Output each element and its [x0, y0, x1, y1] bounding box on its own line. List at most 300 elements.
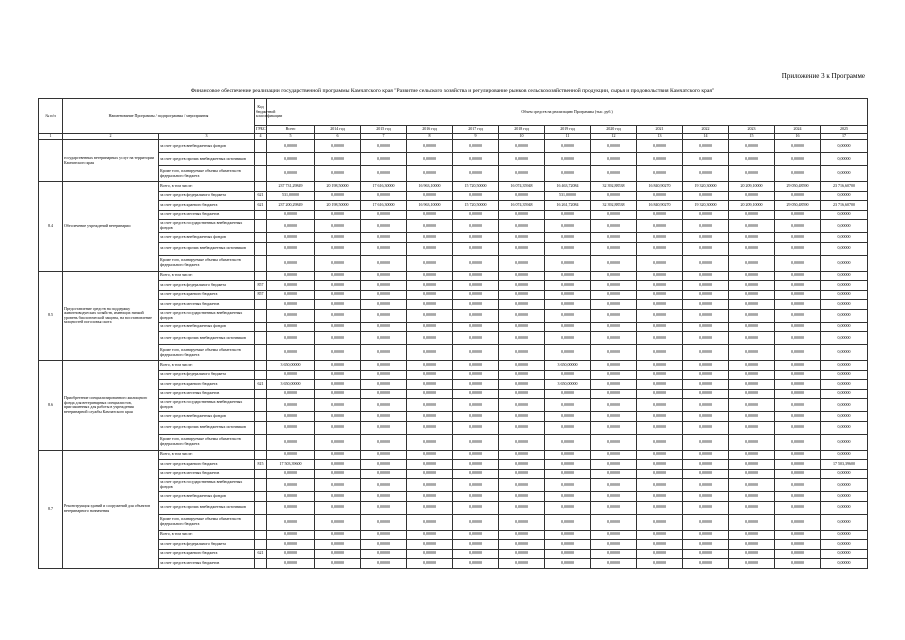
amount-cell: 0,00000 [361, 540, 407, 550]
amount-cell: 0,00000 [821, 412, 868, 422]
header-col-number: 6 [315, 134, 361, 140]
amount-cell: 0,00000 [499, 389, 545, 399]
amount-cell: 0,00000 [683, 361, 729, 371]
amount-cell: 0,00000 [591, 242, 637, 255]
amount-cell: 0,00000 [775, 233, 821, 243]
amount-cell: 0,00000 [545, 220, 591, 233]
header-col-number: 17 [821, 134, 868, 140]
amount-cell: 0,00000 [637, 469, 683, 479]
amount-cell: 0,00000 [683, 479, 729, 492]
header-year: Всего [267, 126, 315, 134]
amount-cell: 0,00000 [407, 389, 453, 399]
amount-cell: 0,00000 [453, 166, 499, 182]
table-row [39, 514, 868, 530]
table-row [39, 290, 868, 300]
amount-cell: 0,00000 [775, 322, 821, 332]
table-row [39, 370, 868, 380]
amount-cell: 0,00000 [821, 153, 868, 166]
amount-cell: 0,00000 [267, 501, 315, 514]
table-row [39, 191, 868, 201]
amount-cell: 0,00000 [591, 271, 637, 281]
amount-cell: 0,00000 [729, 434, 775, 450]
funding-source: Кроме того, планируемые объемы обязательств федерального бюджета [159, 345, 255, 361]
table-row [39, 450, 868, 460]
amount-cell: 0,00000 [267, 309, 315, 322]
grbs-code [255, 166, 267, 182]
amount-cell: 0,00000 [545, 271, 591, 281]
amount-cell: 0,00000 [499, 501, 545, 514]
funding-source: за счет средств местных бюджетов [159, 469, 255, 479]
amount-cell: 0,00000 [821, 399, 868, 412]
amount-cell: 0,00000 [453, 281, 499, 291]
amount-cell: 0,00000 [683, 233, 729, 243]
amount-cell: 0,00000 [545, 479, 591, 492]
amount-cell: 0,00000 [315, 549, 361, 559]
amount-cell: 0,00000 [775, 399, 821, 412]
amount-cell: 0,00000 [637, 450, 683, 460]
amount-cell: 0,00000 [267, 153, 315, 166]
grbs-code [255, 300, 267, 310]
amount-cell: 0,00000 [821, 540, 868, 550]
amount-cell: 0,00000 [407, 492, 453, 502]
amount-cell: 0,00000 [407, 434, 453, 450]
amount-cell: 0,00000 [775, 153, 821, 166]
amount-cell: 0,00000 [729, 530, 775, 540]
amount-cell: 0,00000 [315, 332, 361, 345]
amount-cell: 0,00000 [729, 210, 775, 220]
amount-cell: 0,00000 [361, 370, 407, 380]
funding-source: Всего, в том числе: [159, 530, 255, 540]
amount-cell: 20 209,10000 [729, 182, 775, 192]
header-col-number: 9 [453, 134, 499, 140]
amount-cell: 0,00000 [821, 242, 868, 255]
amount-cell: 0,00000 [315, 290, 361, 300]
amount-cell: 0,00000 [591, 191, 637, 201]
amount-cell: 0,00000 [499, 469, 545, 479]
amount-cell: 0,00000 [545, 322, 591, 332]
amount-cell: 0,00000 [315, 389, 361, 399]
amount-cell: 0,00000 [683, 220, 729, 233]
amount-cell: 0,00000 [821, 501, 868, 514]
amount-cell: 0,00000 [729, 140, 775, 153]
amount-cell: 0,00000 [775, 345, 821, 361]
amount-cell: 0,00000 [591, 233, 637, 243]
amount-cell: 0,00000 [729, 309, 775, 322]
amount-cell: 0,00000 [361, 559, 407, 569]
amount-cell: 0,00000 [821, 421, 868, 434]
amount-cell: 0,00000 [499, 300, 545, 310]
amount-cell: 0,00000 [407, 242, 453, 255]
amount-cell: 0,00000 [775, 166, 821, 182]
amount-cell: 0,00000 [361, 345, 407, 361]
amount-cell: 0,00000 [315, 380, 361, 390]
amount-cell: 0,00000 [267, 412, 315, 422]
amount-cell: 0,00000 [315, 540, 361, 550]
amount-cell: 0,00000 [361, 460, 407, 470]
amount-cell: 0,00000 [821, 290, 868, 300]
table-row [39, 380, 868, 390]
amount-cell: 0,00000 [591, 559, 637, 569]
funding-source: за счет средств прочих внебюджетных источников [159, 421, 255, 434]
amount-cell: 0,00000 [775, 434, 821, 450]
measure-name: Предоставление средств на поддержку животноводческих хозяйств, имеющих низкий уровень биологической защиты, на восстановление мощностей поголовья скота [63, 271, 159, 361]
amount-cell: 0,00000 [407, 271, 453, 281]
amount-cell: 0,00000 [453, 290, 499, 300]
amount-cell: 0,00000 [315, 434, 361, 450]
header-year: 2016 год [407, 126, 453, 134]
amount-cell: 20 209,10000 [729, 201, 775, 211]
amount-cell: 0,00000 [361, 479, 407, 492]
amount-cell: 0,00000 [545, 389, 591, 399]
amount-cell: 0,00000 [315, 153, 361, 166]
amount-cell: 0,00000 [315, 514, 361, 530]
amount-cell: 0,00000 [729, 492, 775, 502]
amount-cell: 0,00000 [821, 434, 868, 450]
amount-cell: 0,00000 [315, 450, 361, 460]
amount-cell: 0,00000 [545, 450, 591, 460]
header-col-number: 15 [729, 134, 775, 140]
amount-cell: 0,00000 [637, 530, 683, 540]
table-row [39, 479, 868, 492]
amount-cell: 0,00000 [683, 300, 729, 310]
amount-cell: 0,00000 [453, 140, 499, 153]
funding-source: за счет средств прочих внебюджетных источников [159, 242, 255, 255]
table-row [39, 361, 868, 371]
amount-cell: 32 392,88538 [591, 201, 637, 211]
table-row [39, 210, 868, 220]
amount-cell: 0,00000 [453, 460, 499, 470]
amount-cell: 0,00000 [361, 309, 407, 322]
grbs-code: 815 [255, 460, 267, 470]
amount-cell: 0,00000 [453, 514, 499, 530]
amount-cell: 0,00000 [499, 322, 545, 332]
amount-cell: 0,00000 [361, 501, 407, 514]
table-row [39, 201, 868, 211]
grbs-code [255, 233, 267, 243]
amount-cell: 0,00000 [683, 191, 729, 201]
measure-name: Реконструкция зданий и сооружений для объектов ветеринарного назначения [63, 450, 159, 568]
table-row [39, 322, 868, 332]
amount-cell: 16 840,90270 [637, 201, 683, 211]
amount-cell: 0,00000 [775, 479, 821, 492]
amount-cell: 0,00000 [775, 210, 821, 220]
amount-cell: 0,00000 [545, 309, 591, 322]
header-col-number: 2 [63, 134, 159, 140]
amount-cell: 0,00000 [499, 399, 545, 412]
amount-cell: 0,00000 [821, 281, 868, 291]
funding-source: за счет средств местных бюджетов [159, 559, 255, 569]
amount-cell: 0,00000 [683, 255, 729, 271]
grbs-code [255, 434, 267, 450]
amount-cell: 0,00000 [407, 501, 453, 514]
amount-cell: 0,00000 [775, 140, 821, 153]
amount-cell: 15 720,50000 [453, 182, 499, 192]
amount-cell: 0,00000 [267, 370, 315, 380]
amount-cell: 0,00000 [407, 290, 453, 300]
amount-cell: 0,00000 [407, 421, 453, 434]
amount-cell: 0,00000 [729, 421, 775, 434]
funding-source: Всего, в том числе: [159, 450, 255, 460]
amount-cell: 0,00000 [729, 469, 775, 479]
amount-cell: 0,00000 [775, 530, 821, 540]
amount-cell: 0,00000 [315, 501, 361, 514]
amount-cell: 0,00000 [453, 191, 499, 201]
amount-cell: 0,00000 [545, 166, 591, 182]
grbs-code [255, 345, 267, 361]
amount-cell: 0,00000 [315, 361, 361, 371]
amount-cell: 0,00000 [591, 309, 637, 322]
amount-cell: 0,00000 [499, 450, 545, 460]
header-col-number: 16 [775, 134, 821, 140]
table-row [39, 166, 868, 182]
amount-cell: 3 650,00000 [267, 361, 315, 371]
header-year: 2019 год [545, 126, 591, 134]
amount-cell: 0,00000 [729, 549, 775, 559]
amount-cell: 0,00000 [499, 559, 545, 569]
amount-cell: 0,00000 [821, 492, 868, 502]
header-col-number: 13 [637, 134, 683, 140]
amount-cell: 0,00000 [499, 332, 545, 345]
amount-cell: 0,00000 [361, 514, 407, 530]
amount-cell: 0,00000 [591, 421, 637, 434]
amount-cell: 0,00000 [315, 140, 361, 153]
amount-cell: 0,00000 [637, 290, 683, 300]
amount-cell: 0,00000 [453, 210, 499, 220]
table-row [39, 153, 868, 166]
funding-source: за счет средств местных бюджетов [159, 210, 255, 220]
header-grbs: ГРБС [255, 126, 267, 134]
amount-cell: 0,00000 [821, 191, 868, 201]
amount-cell: 0,00000 [407, 220, 453, 233]
header-col-number: 11 [545, 134, 591, 140]
amount-cell: 0,00000 [499, 421, 545, 434]
amount-cell: 0,00000 [683, 210, 729, 220]
amount-cell: 0,00000 [407, 345, 453, 361]
grbs-code [255, 412, 267, 422]
section-number: 8.7 [39, 450, 63, 568]
amount-cell: 0,00000 [545, 549, 591, 559]
grbs-code [255, 559, 267, 569]
amount-cell: 0,00000 [499, 361, 545, 371]
amount-cell: 0,00000 [267, 166, 315, 182]
header-year: 2018 год [499, 126, 545, 134]
header-volume: Объем средств на реализацию Программы (тыс. руб.) [267, 99, 868, 126]
header-year: 2021 [637, 126, 683, 134]
amount-cell: 0,00000 [499, 540, 545, 550]
amount-cell: 0,00000 [729, 370, 775, 380]
amount-cell: 0,00000 [453, 492, 499, 502]
amount-cell: 0,00000 [267, 233, 315, 243]
amount-cell: 0,00000 [821, 549, 868, 559]
table-row [39, 300, 868, 310]
amount-cell: 0,00000 [407, 399, 453, 412]
amount-cell: 0,00000 [729, 322, 775, 332]
grbs-code [255, 140, 267, 153]
amount-cell: 0,00000 [775, 220, 821, 233]
amount-cell: 0,00000 [545, 412, 591, 422]
amount-cell: 0,00000 [729, 450, 775, 460]
amount-cell: 0,00000 [591, 412, 637, 422]
amount-cell: 15 720,50000 [453, 201, 499, 211]
table-row [39, 345, 868, 361]
grbs-code [255, 389, 267, 399]
amount-cell: 0,00000 [729, 332, 775, 345]
amount-cell: 0,00000 [591, 300, 637, 310]
amount-cell: 0,00000 [453, 479, 499, 492]
amount-cell: 16 463,72084 [545, 182, 591, 192]
funding-source: за счет средств федерального бюджета [159, 540, 255, 550]
amount-cell: 0,00000 [821, 514, 868, 530]
amount-cell: 0,00000 [591, 153, 637, 166]
amount-cell: 0,00000 [729, 345, 775, 361]
amount-cell: 0,00000 [683, 166, 729, 182]
amount-cell: 0,00000 [267, 559, 315, 569]
amount-cell: 0,00000 [591, 479, 637, 492]
table-row [39, 182, 868, 192]
header-col-number: 12 [591, 134, 637, 140]
grbs-code [255, 530, 267, 540]
amount-cell: 0,00000 [775, 255, 821, 271]
amount-cell: 0,00000 [637, 501, 683, 514]
amount-cell: 0,00000 [407, 153, 453, 166]
header-year: 2025 [821, 126, 868, 134]
amount-cell: 0,00000 [545, 300, 591, 310]
amount-cell: 0,00000 [315, 345, 361, 361]
amount-cell: 0,00000 [775, 300, 821, 310]
amount-cell: 0,00000 [775, 290, 821, 300]
amount-cell: 0,00000 [267, 332, 315, 345]
funding-source: Кроме того, планируемые объемы обязательств федерального бюджета [159, 166, 255, 182]
funding-source: Кроме того, планируемые объемы обязательств федерального бюджета [159, 255, 255, 271]
amount-cell: 0,00000 [821, 479, 868, 492]
amount-cell: 0,00000 [499, 242, 545, 255]
amount-cell: 0,00000 [315, 421, 361, 434]
amount-cell: 0,00000 [775, 361, 821, 371]
amount-cell: 0,00000 [637, 361, 683, 371]
header-col-number: 8 [407, 134, 453, 140]
amount-cell: 0,00000 [499, 281, 545, 291]
amount-cell: 0,00000 [591, 399, 637, 412]
amount-cell: 16 261,72084 [545, 201, 591, 211]
funding-source: за счет средств внебюджетных фондов [159, 233, 255, 243]
amount-cell: 0,00000 [637, 300, 683, 310]
amount-cell: 0,00000 [545, 399, 591, 412]
amount-cell: 0,00000 [499, 460, 545, 470]
header-col-number: 4 [255, 134, 267, 140]
amount-cell: 0,00000 [315, 210, 361, 220]
amount-cell: 0,00000 [499, 255, 545, 271]
amount-cell: 0,00000 [407, 479, 453, 492]
amount-cell: 0,00000 [683, 140, 729, 153]
amount-cell: 0,00000 [407, 255, 453, 271]
funding-source: за счет средств местных бюджетов [159, 300, 255, 310]
table-row [39, 434, 868, 450]
header-year: 2023 [729, 126, 775, 134]
amount-cell: 0,00000 [267, 421, 315, 434]
amount-cell: 0,00000 [315, 559, 361, 569]
amount-cell: 0,00000 [775, 281, 821, 291]
amount-cell: 0,00000 [407, 166, 453, 182]
funding-source: Всего, в том числе: [159, 361, 255, 371]
amount-cell: 0,00000 [637, 559, 683, 569]
amount-cell: 0,00000 [637, 492, 683, 502]
amount-cell: 0,00000 [637, 271, 683, 281]
amount-cell: 0,00000 [407, 191, 453, 201]
amount-cell: 0,00000 [453, 300, 499, 310]
header-year: 2022 [683, 126, 729, 134]
amount-cell: 0,00000 [591, 492, 637, 502]
amount-cell: 0,00000 [453, 380, 499, 390]
amount-cell: 0,00000 [267, 210, 315, 220]
amount-cell: 0,00000 [775, 370, 821, 380]
amount-cell: 0,00000 [637, 191, 683, 201]
amount-cell: 0,00000 [361, 549, 407, 559]
amount-cell: 0,00000 [453, 255, 499, 271]
amount-cell: 0,00000 [683, 281, 729, 291]
amount-cell: 17 503,39600 [267, 460, 315, 470]
amount-cell: 0,00000 [361, 399, 407, 412]
amount-cell: 0,00000 [545, 255, 591, 271]
amount-cell: 0,00000 [267, 345, 315, 361]
amount-cell: 0,00000 [407, 380, 453, 390]
amount-cell: 0,00000 [821, 220, 868, 233]
amount-cell: 0,00000 [637, 166, 683, 182]
amount-cell: 0,00000 [591, 290, 637, 300]
amount-cell: 0,00000 [453, 469, 499, 479]
financing-table [38, 98, 868, 569]
amount-cell: 0,00000 [545, 290, 591, 300]
header-year: 2020 год [591, 126, 637, 134]
grbs-code [255, 540, 267, 550]
amount-cell: 0,00000 [683, 370, 729, 380]
measure-name: Обеспечение учреждений ветеринарии [63, 182, 159, 272]
amount-cell: 0,00000 [499, 233, 545, 243]
funding-source: за счет средств федерального бюджета [159, 370, 255, 380]
header-name: Наименование Программы / подпрограммы / мероприятия [63, 99, 255, 134]
grbs-code [255, 322, 267, 332]
amount-cell: 0,00000 [267, 434, 315, 450]
amount-cell: 0,00000 [591, 389, 637, 399]
amount-cell: 0,00000 [267, 140, 315, 153]
funding-source: за счет средств федерального бюджета [159, 281, 255, 291]
amount-cell: 0,00000 [267, 479, 315, 492]
funding-source: за счет средств краевого бюджета [159, 380, 255, 390]
amount-cell: 0,00000 [267, 469, 315, 479]
amount-cell: 0,00000 [453, 434, 499, 450]
amount-cell: 0,00000 [729, 233, 775, 243]
amount-cell: 0,00000 [499, 412, 545, 422]
funding-source: за счет средств краевого бюджета [159, 549, 255, 559]
amount-cell: 16 074,35948 [499, 182, 545, 192]
amount-cell: 0,00000 [453, 412, 499, 422]
amount-cell: 0,00000 [407, 559, 453, 569]
header-code: Код бюджетной классификации [255, 99, 267, 126]
amount-cell: 0,00000 [545, 370, 591, 380]
amount-cell: 0,00000 [361, 492, 407, 502]
amount-cell: 0,00000 [591, 540, 637, 550]
amount-cell: 0,00000 [315, 281, 361, 291]
funding-source: Всего, в том числе: [159, 182, 255, 192]
amount-cell: 0,00000 [775, 540, 821, 550]
amount-cell: 0,00000 [407, 322, 453, 332]
amount-cell: 0,00000 [683, 559, 729, 569]
amount-cell: 0,00000 [775, 549, 821, 559]
amount-cell: 0,00000 [453, 309, 499, 322]
grbs-code [255, 153, 267, 166]
grbs-code [255, 182, 267, 192]
amount-cell: 0,00000 [499, 492, 545, 502]
amount-cell: 16 963,10000 [407, 182, 453, 192]
